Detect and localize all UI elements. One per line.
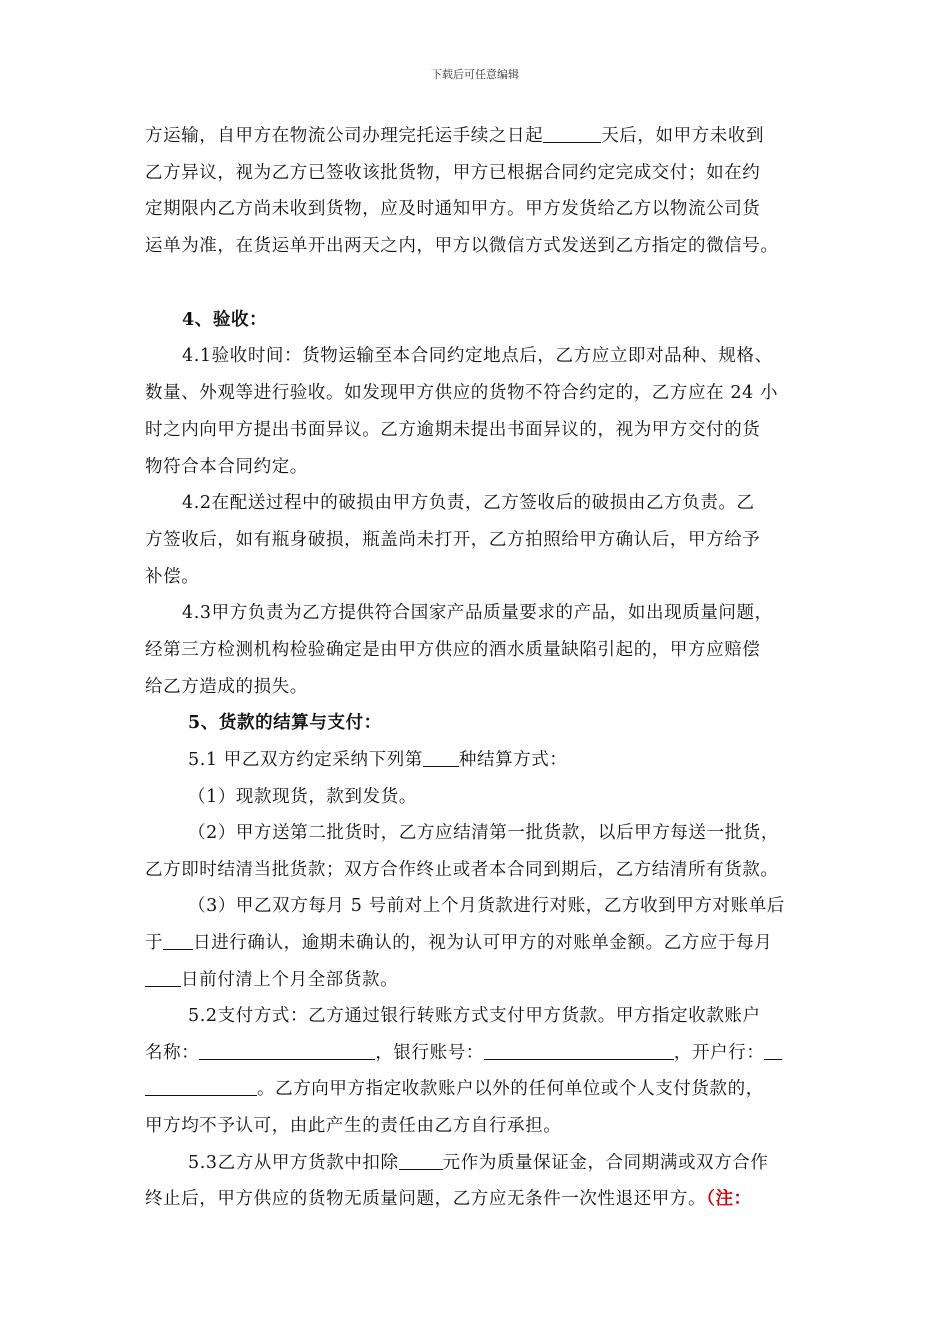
text-line: 日前付清上个月全部货款。	[145, 968, 398, 992]
text-line: 甲方均不予认可，由此产生的责任由乙方自行承担。	[145, 1116, 562, 1136]
text-line: （1）现款现货，款到发货。	[188, 787, 417, 807]
text-line: 5.1 甲乙双方约定采纳下列第 种结算方式：	[188, 750, 568, 770]
text-line: 定期限内乙方尚未收到货物，应及时通知甲方。甲方发货给乙方以物流公司货	[145, 199, 761, 219]
blank-days	[543, 124, 601, 143]
text-line: 给乙方造成的损失。	[145, 677, 308, 697]
text-line: 方签收后，如有瓶身破损，瓶盖尚未打开，乙方拍照给甲方确认后，甲方给予	[145, 530, 761, 550]
page-header: 下载后可任意编辑	[431, 68, 519, 81]
text-line: 名称： ，银行账号： ，开户行：	[145, 1041, 782, 1065]
text-line: 数量、外观等进行验收。如发现甲方供应的货物不符合约定的，乙方应在 24 小	[145, 383, 779, 403]
text-line: 方运输，自甲方在物流公司办理完托运手续之日起 天后，如甲方未收到	[145, 126, 765, 146]
blank-bank-cont	[145, 1077, 257, 1096]
text-line: （3）甲乙双方每月 5 号前对上个月货款进行对账，乙方收到甲方对账单后	[188, 896, 785, 916]
text-line: 运单为准，在货运单开出两天之内，甲方以微信方式发送到乙方指定的微信号。	[145, 236, 779, 256]
blank-account-number	[484, 1041, 674, 1060]
section-heading-4: 4、验收：	[182, 310, 268, 330]
text-line: （2）甲方送第二批货时，乙方应结清第一批货款，以后甲方每送一批货，	[188, 823, 779, 843]
blank-pay-day	[145, 968, 181, 987]
blank-option-number	[423, 748, 459, 767]
text-line: 补偿。	[145, 567, 200, 587]
text-line: 终止后，甲方供应的货物无质量问题，乙方应无条件一次性退还甲方。（注：	[145, 1189, 752, 1209]
text-line: 4.3甲方负责为乙方提供符合国家产品质量要求的产品，如出现质量问题，	[182, 603, 773, 623]
text-line: 乙方即时结清当批货款；双方合作终止或者本合同到期后，乙方结清所有货款。	[145, 860, 779, 880]
text-line: 经第三方检测机构检验确定是由甲方供应的酒水质量缺陷引起的，甲方应赔偿	[145, 640, 761, 660]
blank-deposit-amount	[399, 1151, 443, 1170]
section-heading-5: 5、货款的结算与支付：	[188, 713, 382, 733]
text-line: 5.2支付方式：乙方通过银行转账方式支付甲方货款。甲方指定收款账户	[188, 1006, 761, 1026]
text-line: 5.3乙方从甲方货款中扣除 元作为质量保证金，合同期满或双方合作	[188, 1153, 769, 1173]
text-line: 物符合本合同约定。	[145, 457, 308, 477]
blank-bank	[764, 1041, 782, 1060]
text-line: 4.1验收时间：货物运输至本合同约定地点后，乙方应立即对品种、规格、	[182, 346, 773, 366]
text-line: 乙方异议，视为乙方已签收该批货物，甲方已根据合同约定完成交付；如在约	[145, 163, 761, 183]
note-marker: （注：	[706, 1189, 752, 1209]
text-line: 4.2在配送过程中的破损由甲方负责，乙方签收后的破损由乙方负责。乙	[182, 493, 755, 513]
text-line: 。乙方向甲方指定收款账户以外的任何单位或个人支付货款的，	[145, 1077, 764, 1101]
blank-account-name	[199, 1041, 375, 1060]
text-line: 时之内向甲方提出书面异议。乙方逾期未提出书面异议的，视为甲方交付的货	[145, 420, 761, 440]
blank-confirm-day	[163, 931, 193, 950]
text-line: 于 日进行确认，逾期未确认的，视为认可甲方的对账单金额。乙方应于每月	[145, 933, 773, 953]
